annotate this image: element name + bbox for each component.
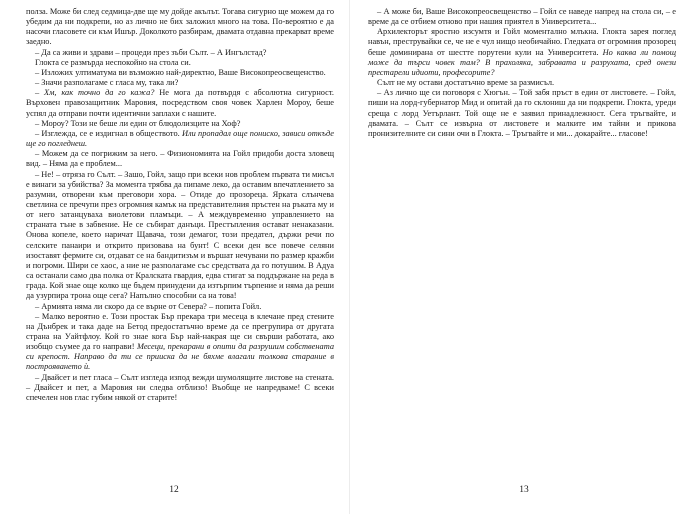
paragraph <box>26 149 334 169</box>
right-page-number: 13 <box>519 485 529 495</box>
left-page-number: 12 <box>169 485 179 495</box>
text-segment: – Не! – отряза го Сълт. – Зашо, Гойл, защо при всеки нов проблем първата ти мисъл е винаги за убийства? За момента трябва да пипаме леко, да оставим впечатлението за разумни, отворени към преговори хора. – Отиде до прозореца. Ярката слънчева светлина се пречупи през огромния камък на представителния пръстен на ръката му и от него затанцуваха виолетови пламъци. – А междувременно управлението на страната тъне в забвение. Не се събират данъци. Престъпления остават ненаказани. Онова копеле, което наричат Щавача, този демагог, този предател, държи речи по селските панаири и открито призовава на бунт! С всеки ден все повече селяни изоставят фермите си, отдават се на бандитизъм и вършат нечувани по размер кражби и погроми. Шири се хаос, а ние не разполагаме със средствата да го потушим. В Адуа са останали само два полка от Кралската гвардия, едва стигат за поддържане на реда в града. Кой знае още колко ще бъдем принудени да изтърпим търпение и няма да реши да узурпира трона още сега? Напълно способни са на това! <box>26 169 334 301</box>
text-segment: полза. Може би след седмица-две ще му дойде акълът. Тогава сигурно ще можем да го убедим да ни подкрепи, но аз лично не бих заложил много на това. По-вероятно е да насочи гласовете си към Ишър. Доколкото разбирам, двамата отдавна прекарват време заедно. <box>26 7 334 47</box>
right-page <box>350 0 700 514</box>
paragraph <box>26 88 334 118</box>
italic-text-segment: Но каква ли помощ може да търси човек там? В прахоляка, забравата и разрухата, сред онези престарели идиоти, професорите? <box>368 47 676 77</box>
paragraph <box>26 302 334 312</box>
text-segment: – Изглежда, се е издигнал в обществото. <box>35 128 182 138</box>
paragraph <box>368 7 676 27</box>
text-segment: – Мороу? Този не беше ли един от блюдолизците на Хоф? <box>35 118 241 128</box>
text-segment: – Двайсет и пет гласа – Сълт изгледа изпод вежди шумолящите листове на стената. – Двайсет и пет, а Маровия ни следва отблизо! Въобще не напредваме! С всеки спечелен нов глас губим някой от старите! <box>26 372 334 402</box>
text-segment: Не мога да потвърдя с абсолютна сигурност. Върховен правозащитник Маровия, посредством своя човек Харлен Мороу, беше успял да отправи почти идентични заплахи с нашите. <box>26 88 334 118</box>
text-segment: – Малко вероятно е. Този простак Бър прекара три месеца в клечане пред стените на Дънбрек и така даде на Бетод предостатъчно време да се прегрупира от другата страна на Уайтфлоу. Кой го знае кога Бър най-накрая ще си свърши работата, ако изобщо съумее да го направи! <box>26 311 334 352</box>
paragraph <box>26 373 334 403</box>
italic-text-segment: Или пропадал още пониско, зависи откъде ще го погледнеш. <box>26 128 334 149</box>
text-segment: Архилекторът яростно изсумтя и Гойл моментално млъкна. Глокта зарея поглед навън, преструвайки се, че не е чул нищо необичайно. Гледката от огромния прозорец беше доминирана от шестте порутени кули на Университета. <box>368 27 676 57</box>
text-segment: Сълт не му остави достатъчно време за размисъл. <box>377 78 555 88</box>
paragraph <box>26 68 334 78</box>
text-segment: – Можем да се погрижим за него. – Физиономията на Гойл придоби доста зловещ вид. – Няма да е проблем... <box>26 149 334 169</box>
text-segment: – <box>35 88 45 98</box>
paragraph <box>26 58 334 68</box>
italic-text-segment: Хм, как точно да го кажа? <box>44 88 155 98</box>
text-segment: – Армията няма ли скоро да се върне от Севера? – попита Гойл. <box>35 301 262 311</box>
paragraph <box>26 312 334 373</box>
paragraph <box>26 7 334 48</box>
text-segment: – А може би, Ваше Високопреосвещенство – Гойл се наведе напред на стола си, – е време да се отбием отново при нашия приятел в Университета... <box>368 7 676 27</box>
italic-text-segment: Месеци, прекарани в опити да разрушим собствената си крепост. Направо да ти се прииска да не бяхме влагали толкова старание в построяването ѝ. <box>26 342 334 372</box>
paragraph <box>26 170 334 302</box>
text-segment: – Аз лично ще си поговоря с Хюгън. – Той забя пръст в един от листовете. – Гойл, пиши на лорд-губернатор Мид и опитай да го склониш да ни подкрепи. Глокта, уреди среща с лорд Уетърлант. Той още не е заявил принадлежност. Сега тръгвайте, и двамата. – Сълт се извърна от листовете и малките им тайни и прикова пронизителните си сини очи в Глокта. – Тръгвайте и ми... докарайте... гласове! <box>368 88 676 138</box>
paragraph <box>368 88 676 139</box>
text-segment: – Значи разполагаме с гласа му, така ли? <box>35 78 179 88</box>
right-page-text <box>368 7 676 139</box>
text-segment: Глокта се размърда неспокойно на стола си. <box>35 57 191 67</box>
paragraph <box>26 129 334 149</box>
text-segment: – Изложих ултиматума ви възможно най-директно, Ваше Високопреосвещенство. <box>35 67 326 77</box>
left-page-text <box>26 7 334 403</box>
paragraph <box>26 119 334 129</box>
paragraph <box>368 27 676 78</box>
paragraph <box>368 78 676 88</box>
paragraph <box>26 78 334 88</box>
paragraph <box>26 48 334 58</box>
text-segment: – Да са живи и здрави – процеди през зъби Сълт. – А Ингълстад? <box>35 47 267 57</box>
